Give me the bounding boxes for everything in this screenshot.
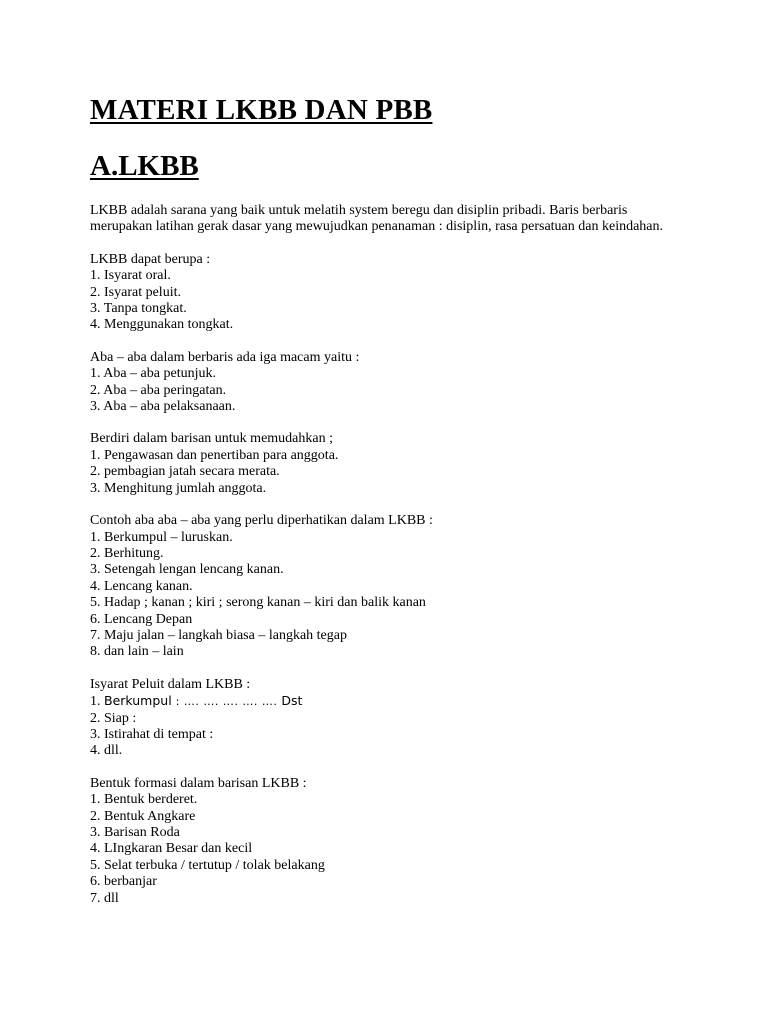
section-bentuk-formasi — [90, 776, 720, 907]
list-word: Berkumpul — [104, 693, 172, 709]
list-item: 3. Tanpa tongkat. — [90, 301, 187, 317]
list-item: 7. Maju jalan – langkah biasa – langkah tegap — [90, 627, 347, 643]
list-number: 1. — [90, 694, 104, 710]
section-heading: Contoh aba aba – aba yang perlu diperhatikan dalam LKBB : — [90, 513, 433, 529]
section-heading: LKBB dapat berupa : — [90, 251, 211, 267]
dotted-leader: : …. …. …. …. …. — [171, 695, 282, 709]
list-item: 6. berbanjar — [90, 874, 157, 890]
section-heading: Bentuk formasi dalam barisan LKBB : — [90, 775, 307, 791]
list-item: 4. Lencang kanan. — [90, 578, 193, 594]
list-item: 2. pembagian jatah secara merata. — [90, 464, 280, 480]
section-berdiri — [90, 431, 720, 497]
list-item: 5. Hadap ; kanan ; kiri ; serong kanan – kiri dan balik kanan — [90, 595, 426, 611]
intro-line: LKBB adalah sarana yang baik untuk melatih system beregu dan disiplin pribadi. Baris berbaris — [90, 203, 628, 218]
list-item: 3. Menghitung jumlah anggota. — [90, 480, 267, 496]
list-item: 3. Barisan Roda — [90, 825, 180, 840]
list-item: 1. Berkumpul – luruskan. — [90, 529, 233, 545]
list-item: 7. dll — [90, 890, 119, 906]
section-heading-lkbb: A.LKBB — [90, 150, 199, 182]
list-item: 2. Isyarat peluit. — [90, 284, 181, 300]
section-heading: Aba – aba dalam berbaris ada iga macam yaitu : — [90, 349, 360, 365]
list-item: 4. Menggunakan tongkat. — [90, 317, 234, 333]
intro-line: merupakan latihan gerak dasar yang mewujudkan penanaman : disiplin, rasa persatuan dan keindahan. — [90, 219, 664, 235]
section-isyarat-peluit — [90, 677, 720, 760]
list-item: 8. dan lain – lain — [90, 644, 184, 660]
list-item: 1. Aba – aba petunjuk. — [90, 366, 216, 382]
list-item: 3. Setengah lengan lencang kanan. — [90, 562, 284, 578]
list-item: 5. Selat terbuka / tertutup / tolak belakang — [90, 857, 325, 873]
document-title: MATERI LKBB DAN PBB — [90, 94, 433, 126]
list-item: 1. Pengawasan dan penertiban para anggota. — [90, 447, 339, 463]
list-item: 3. Istirahat di tempat : — [90, 726, 214, 742]
section-bentuk-lkbb — [90, 252, 720, 334]
list-item-berkumpul — [90, 693, 720, 710]
section-contoh-aba-aba — [90, 513, 720, 661]
document-page — [90, 92, 720, 907]
list-item: 1. Isyarat oral. — [90, 268, 171, 284]
list-tail: Dst — [281, 693, 303, 709]
list-item: 2. Berhitung. — [90, 545, 164, 561]
list-item: 6. Lencang Depan — [90, 611, 193, 627]
intro-paragraph — [90, 203, 720, 236]
list-item: 2. Siap : — [90, 710, 137, 726]
list-item: 2. Bentuk Angkare — [90, 808, 196, 824]
list-item: 4. dll. — [90, 743, 123, 759]
list-item: 4. LIngkaran Besar dan kecil — [90, 841, 253, 857]
section-aba-aba — [90, 350, 720, 416]
list-item: 3. Aba – aba pelaksanaan. — [90, 399, 236, 415]
list-item: 2. Aba – aba peringatan. — [90, 382, 227, 398]
list-item: 1. Bentuk berderet. — [90, 792, 198, 808]
section-heading: Berdiri dalam barisan untuk memudahkan ; — [90, 431, 333, 447]
section-heading: Isyarat Peluit dalam LKBB : — [90, 676, 251, 692]
